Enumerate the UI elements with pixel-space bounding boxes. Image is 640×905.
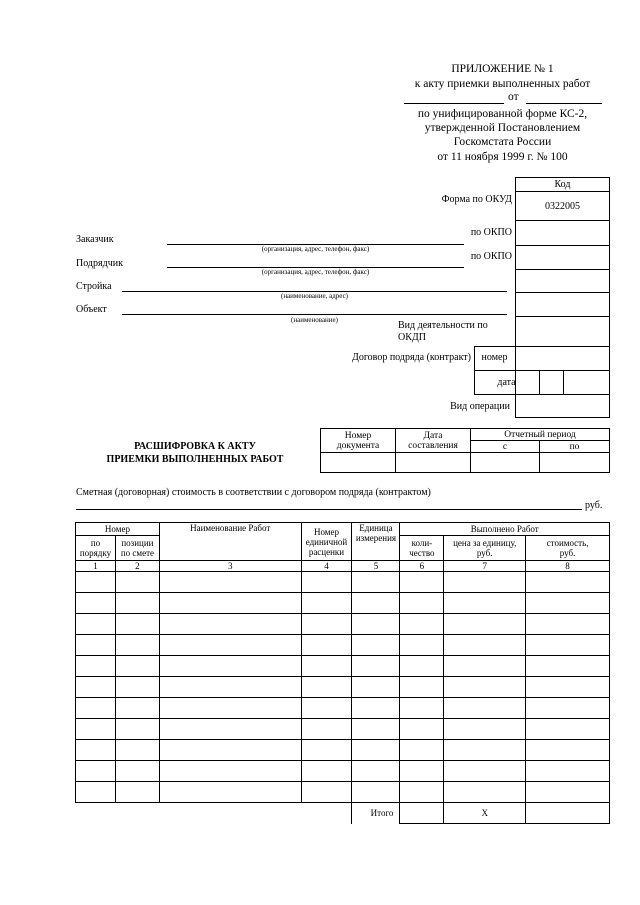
table-cell[interactable] (444, 740, 526, 761)
table-cell[interactable] (400, 572, 444, 593)
doc-date-header: Дата составления (396, 429, 471, 453)
doc-number-header: Номер документа (321, 429, 396, 453)
table-row (76, 656, 610, 677)
table-cell[interactable] (400, 782, 444, 803)
table-cell[interactable] (352, 593, 400, 614)
document-info-table (320, 428, 610, 473)
act-date-blank[interactable] (526, 103, 602, 104)
table-row (76, 698, 610, 719)
table-row (76, 719, 610, 740)
table-cell[interactable] (526, 761, 610, 782)
table-cell[interactable] (301, 677, 352, 698)
table-cell[interactable] (352, 698, 400, 719)
cost-text: Сметная (договорная) стоимость в соответствии с договором подряда (контрактом) (76, 487, 431, 498)
col-number-4: 4 (301, 561, 352, 572)
contractor-hint: (организация, адрес, телефон, факс) (261, 268, 370, 276)
header-work-name: Наименование Работ (159, 523, 301, 561)
object-label: Объект (76, 304, 107, 315)
total-x: Х (444, 803, 526, 824)
period-header: Отчетный период (471, 429, 610, 441)
operation-label: Вид операции (450, 401, 510, 412)
table-cell[interactable] (115, 593, 159, 614)
contract-number-label: номер (481, 352, 508, 363)
table-cell[interactable] (301, 719, 352, 740)
table-cell[interactable] (115, 698, 159, 719)
table-cell[interactable] (115, 740, 159, 761)
table-cell[interactable] (400, 614, 444, 635)
appendix-line3: по унифицированной форме КС-2, (417, 108, 588, 120)
table-cell[interactable] (301, 698, 352, 719)
table-cell[interactable] (400, 719, 444, 740)
table-cell[interactable] (76, 572, 116, 593)
header-quantity: коли- чество (400, 536, 444, 561)
table-cell[interactable] (115, 719, 159, 740)
table-row (76, 782, 610, 803)
okdp-label: Вид деятельности по ОКДП (398, 320, 488, 343)
total-cost[interactable] (526, 803, 610, 824)
column-numbers-row (76, 561, 610, 572)
doc-number-cell[interactable] (321, 453, 396, 473)
table-cell[interactable] (400, 698, 444, 719)
table-cell[interactable] (301, 635, 352, 656)
table-cell[interactable] (352, 719, 400, 740)
appendix-title: ПРИЛОЖЕНИЕ № 1 (451, 63, 554, 75)
contract-date-label: дата (497, 377, 516, 388)
table-cell[interactable] (76, 782, 116, 803)
col-number-7: 7 (444, 561, 526, 572)
period-to-header: по (540, 441, 610, 453)
table-cell[interactable] (301, 782, 352, 803)
construction-label: Стройка (76, 281, 112, 292)
table-cell[interactable] (159, 719, 301, 740)
header-number: Номер (76, 523, 160, 536)
col-number-5: 5 (352, 561, 400, 572)
table-cell[interactable] (526, 677, 610, 698)
table-row (76, 740, 610, 761)
table-row (76, 614, 610, 635)
table-cell[interactable] (76, 677, 116, 698)
table-cell[interactable] (400, 761, 444, 782)
table-cell[interactable] (526, 698, 610, 719)
appendix-line6: от 11 ноября 1999 г. № 100 (437, 151, 568, 163)
table-cell[interactable] (159, 572, 301, 593)
table-cell[interactable] (444, 761, 526, 782)
table-cell[interactable] (526, 740, 610, 761)
total-row (76, 803, 610, 824)
table-cell[interactable] (76, 761, 116, 782)
table-cell[interactable] (115, 572, 159, 593)
table-cell[interactable] (115, 677, 159, 698)
table-cell[interactable] (159, 761, 301, 782)
table-cell[interactable] (400, 635, 444, 656)
table-cell[interactable] (400, 740, 444, 761)
col-number-3: 3 (159, 561, 301, 572)
table-cell[interactable] (444, 719, 526, 740)
col-number-6: 6 (400, 561, 444, 572)
header-order: по порядку (76, 536, 116, 561)
table-cell[interactable] (352, 761, 400, 782)
table-cell[interactable] (444, 572, 526, 593)
table-cell[interactable] (400, 656, 444, 677)
table-cell[interactable] (115, 614, 159, 635)
object-field[interactable] (122, 314, 507, 315)
table-cell[interactable] (159, 656, 301, 677)
period-to-cell[interactable] (540, 453, 610, 473)
period-from-header: с (471, 441, 540, 453)
table-row (76, 761, 610, 782)
table-cell[interactable] (115, 635, 159, 656)
col-number-2: 2 (115, 561, 159, 572)
table-cell[interactable] (400, 677, 444, 698)
header-cost: стоимость, руб. (526, 536, 610, 561)
object-hint: (наименование) (291, 316, 338, 324)
period-from-cell[interactable] (471, 453, 540, 473)
okud-label: Форма по ОКУД (441, 194, 512, 205)
codes-header: Код (554, 179, 571, 190)
table-cell[interactable] (352, 782, 400, 803)
total-quantity[interactable] (400, 803, 444, 824)
table-cell[interactable] (444, 593, 526, 614)
col-number-8: 8 (526, 561, 610, 572)
header-unit-price: цена за единицу, руб. (444, 536, 526, 561)
table-cell[interactable] (159, 677, 301, 698)
table-cell[interactable] (115, 782, 159, 803)
table-cell[interactable] (159, 614, 301, 635)
table-cell[interactable] (526, 719, 610, 740)
table-cell[interactable] (444, 698, 526, 719)
table-cell[interactable] (352, 740, 400, 761)
table-cell[interactable] (115, 656, 159, 677)
appendix-line5: Госкомстата России (453, 136, 552, 148)
table-cell[interactable] (526, 782, 610, 803)
cost-field[interactable] (76, 509, 582, 510)
total-spacer (76, 803, 352, 824)
table-cell[interactable] (526, 593, 610, 614)
table-cell[interactable] (352, 677, 400, 698)
table-cell[interactable] (352, 656, 400, 677)
table-cell[interactable] (76, 635, 116, 656)
table-cell[interactable] (352, 635, 400, 656)
table-row (76, 635, 610, 656)
table-cell[interactable] (526, 656, 610, 677)
table-cell[interactable] (526, 635, 610, 656)
table-cell[interactable] (352, 572, 400, 593)
customer-hint: (организация, адрес, телефон, факс) (261, 245, 370, 253)
from-word: от (508, 91, 519, 103)
table-cell[interactable] (159, 740, 301, 761)
table-cell[interactable] (444, 656, 526, 677)
table-cell[interactable] (301, 572, 352, 593)
appendix-line1: к акту приемки выполненных работ (414, 78, 591, 90)
table-cell[interactable] (76, 740, 116, 761)
table-cell[interactable] (526, 572, 610, 593)
contract-label: Договор подряда (контракт) (352, 352, 471, 363)
table-cell[interactable] (115, 761, 159, 782)
table-row (76, 677, 610, 698)
header-position: позиции по смете (115, 536, 159, 561)
table-cell[interactable] (159, 593, 301, 614)
table-cell[interactable] (301, 614, 352, 635)
table-cell[interactable] (159, 698, 301, 719)
okpo1-label: по ОКПО (470, 227, 512, 238)
table-cell[interactable] (444, 614, 526, 635)
appendix-line4: утвержденной Постановлением (424, 122, 581, 134)
table-cell[interactable] (301, 740, 352, 761)
table-cell[interactable] (76, 698, 116, 719)
okud-code: 0322005 (545, 201, 580, 212)
header-rate-number: Номер единичной расценки (301, 523, 352, 561)
cost-unit: руб. (585, 500, 603, 511)
total-label: Итого (370, 808, 394, 819)
okpo2-label: по ОКПО (470, 251, 512, 262)
table-cell[interactable] (526, 614, 610, 635)
table-cell[interactable] (352, 614, 400, 635)
table-cell[interactable] (444, 782, 526, 803)
act-number-blank[interactable] (404, 103, 504, 104)
doc-date-cell[interactable] (396, 453, 471, 473)
table-cell[interactable] (301, 761, 352, 782)
contractor-label: Подрядчик (76, 258, 123, 269)
table-cell[interactable] (400, 593, 444, 614)
table-row (76, 572, 610, 593)
header-unit: Единица измерения (352, 523, 400, 561)
col-number-1: 1 (76, 561, 116, 572)
table-row (76, 593, 610, 614)
table-cell[interactable] (76, 593, 116, 614)
table-cell[interactable] (444, 677, 526, 698)
table-cell[interactable] (444, 635, 526, 656)
table-cell[interactable] (301, 656, 352, 677)
table-cell[interactable] (76, 719, 116, 740)
doc-title-line2: ПРИЕМКИ ВЫПОЛНЕННЫХ РАБОТ (106, 454, 284, 465)
doc-title-line1: РАСШИФРОВКА К АКТУ (134, 441, 256, 452)
works-table (75, 522, 610, 824)
construction-hint: (наименование, адрес) (280, 292, 349, 300)
table-cell[interactable] (301, 593, 352, 614)
table-cell[interactable] (159, 782, 301, 803)
header-done: Выполнено Работ (400, 523, 610, 536)
table-cell[interactable] (159, 635, 301, 656)
table-cell[interactable] (76, 656, 116, 677)
customer-label: Заказчик (76, 234, 114, 245)
table-cell[interactable] (76, 614, 116, 635)
